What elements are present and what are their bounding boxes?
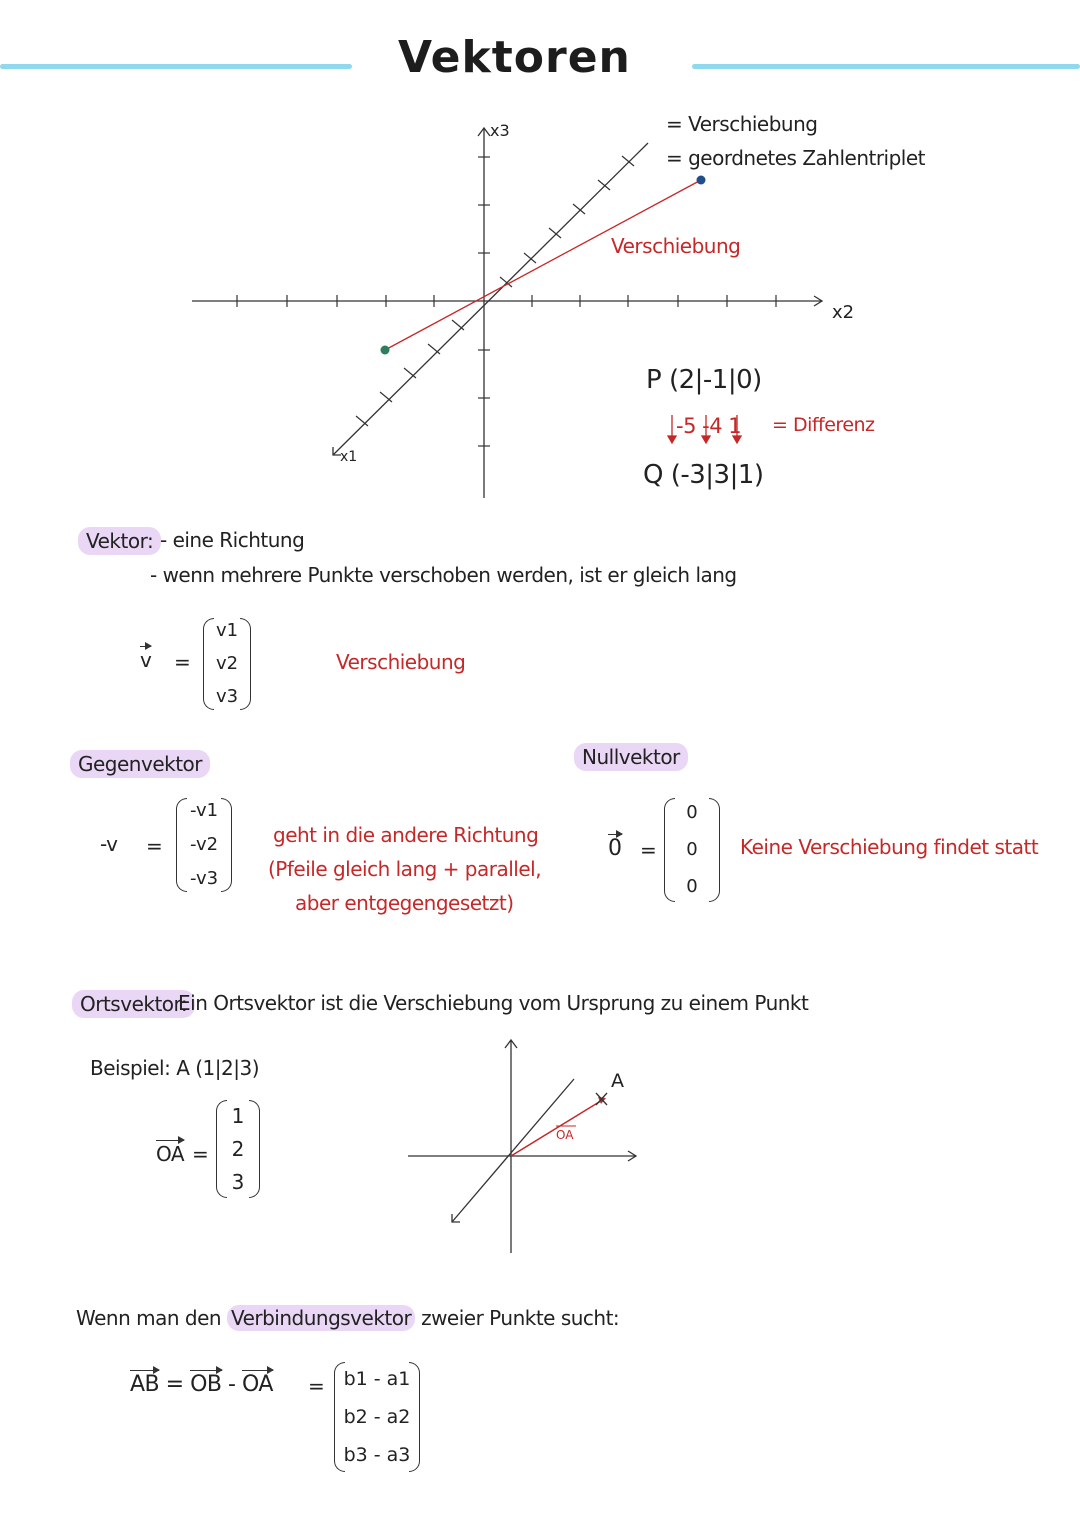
ortsvektor-label: Ortsvektor:	[72, 990, 195, 1018]
verbindung-component: b3 - a3	[343, 1444, 411, 1466]
nullvektor-matrix	[664, 798, 720, 902]
ortsvektor-equals: =	[192, 1142, 209, 1166]
vector-v-component: v2	[215, 653, 239, 674]
verbindung-matrix	[334, 1362, 420, 1472]
vector-v-matrix	[203, 618, 251, 710]
ortsvektor-vector-label: OA	[556, 1128, 574, 1142]
ortsvektor-matrix	[216, 1100, 260, 1198]
vector-v-component: v1	[215, 620, 239, 641]
x3-axis-label: x3	[490, 121, 510, 140]
note-zahlentriplet: = geordnetes Zahlentriplet	[666, 146, 926, 170]
gegenvektor-component: -v3	[189, 868, 219, 889]
x2-axis-label: x2	[832, 302, 855, 323]
shift-line-label: Verschiebung	[611, 234, 741, 258]
ortsvektor-example: Beispiel: A (1|2|3)	[90, 1056, 260, 1080]
vector-v-equals: =	[174, 650, 191, 674]
ortsvektor-component: 2	[231, 1137, 245, 1161]
nullvektor-symbol: 0	[608, 836, 622, 861]
verbindung-formula: AB = OB - OA	[130, 1372, 273, 1397]
note-verschiebung: = Verschiebung	[666, 112, 818, 136]
ortsvektor-text: Ein Ortsvektor ist die Verschiebung vom Ursprung zu einem Punkt	[178, 991, 809, 1015]
gegenvektor-component: -v1	[189, 800, 219, 821]
verbindung-component: b2 - a2	[343, 1406, 411, 1428]
ortsvektor-component: 1	[231, 1104, 245, 1128]
verbindung-sentence: Wenn man den Verbindungsvektor zweier Punkte sucht:	[76, 1306, 620, 1330]
point-q: Q (-3|3|1)	[643, 460, 764, 490]
ortsvektor-graph	[400, 1035, 660, 1265]
verbindung-component: b1 - a1	[343, 1368, 411, 1390]
gegenvektor-symbol: -v	[100, 832, 118, 856]
gegenvektor-label: Gegenvektor	[70, 750, 210, 778]
nullvektor-component: 0	[686, 802, 698, 823]
gegenvektor-matrix	[176, 798, 232, 892]
x1-axis-label: x1	[340, 449, 358, 465]
gegenvektor-note-1: geht in die andere Richtung	[273, 823, 539, 847]
nullvektor-component: 0	[686, 876, 698, 897]
gegenvektor-component: -v2	[189, 834, 219, 855]
nullvektor-note: Keine Verschiebung findet statt	[740, 835, 1039, 859]
verbindung-highlight: Verbindungsvektor	[227, 1305, 415, 1331]
vector-v-symbol: v	[140, 648, 152, 672]
nullvektor-equals: =	[640, 838, 657, 862]
vektor-note: Verschiebung	[336, 650, 466, 674]
vektor-line-2: - wenn mehrere Punkte verschoben werden, ist er gleich lang	[150, 563, 737, 587]
page-title: Vektoren	[398, 32, 631, 83]
gegenvektor-note-3: aber entgegengesetzt)	[295, 891, 514, 915]
point-p: P (2|-1|0)	[646, 365, 762, 395]
gegenvektor-note-2: (Pfeile gleich lang + parallel,	[268, 857, 542, 881]
verbindung-equals: =	[308, 1374, 325, 1398]
nullvektor-component: 0	[686, 839, 698, 860]
ortsvektor-component: 3	[231, 1170, 245, 1194]
vektor-line-1: - eine Richtung	[160, 528, 305, 552]
difference-label: = Differenz	[772, 414, 875, 436]
gegenvektor-equals: =	[146, 834, 163, 858]
ortsvektor-symbol: OA	[156, 1142, 185, 1166]
vector-v-component: v3	[215, 686, 239, 707]
ortsvektor-point-a: A	[611, 1070, 624, 1092]
vektor-label: Vektor:	[78, 527, 161, 555]
difference-row: -5 -4 1	[676, 414, 742, 438]
coordinate-system-graph	[0, 0, 1080, 520]
nullvektor-label: Nullvektor	[574, 743, 688, 771]
